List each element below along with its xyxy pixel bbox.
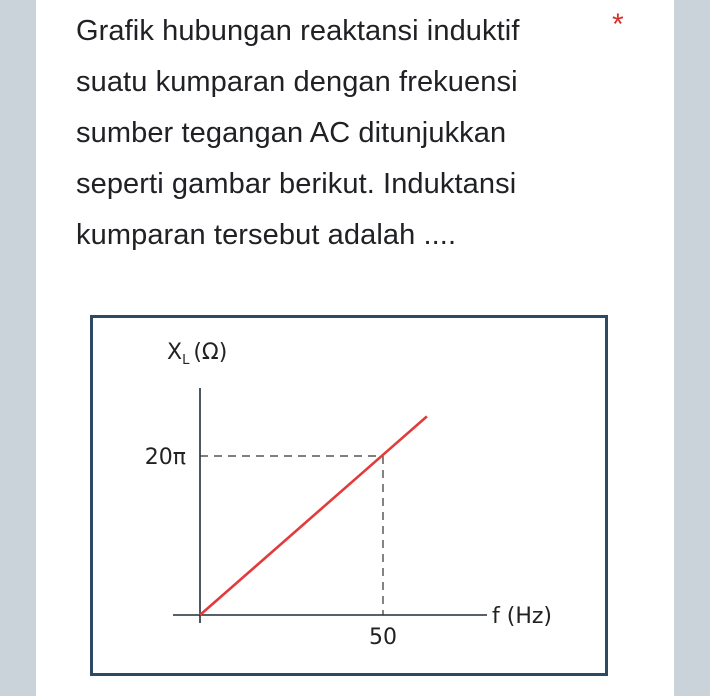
x-tick-label-50: 50 bbox=[369, 625, 397, 650]
graph-figure bbox=[90, 315, 608, 676]
question-line: Grafik hubungan reaktansi induktif bbox=[76, 15, 520, 47]
question-line: suatu kumparan dengan frekuensi bbox=[76, 66, 518, 98]
question-card bbox=[36, 0, 674, 696]
y-axis-label: $X_L$ (Ω) bbox=[167, 340, 228, 368]
y-tick-label-20pi: 20π bbox=[144, 445, 186, 470]
xl-vs-f-chart bbox=[93, 318, 605, 673]
x-axis-label: f (Hz) bbox=[492, 604, 552, 629]
question-line: sumber tegangan AC ditunjukkan bbox=[76, 117, 507, 149]
question-line: seperti gambar berikut. Induktansi bbox=[76, 168, 517, 200]
data-series-line bbox=[200, 416, 427, 615]
required-asterisk: * bbox=[612, 8, 624, 41]
question-text bbox=[76, 6, 576, 261]
question-line: kumparan tersebut adalah .... bbox=[76, 219, 457, 251]
